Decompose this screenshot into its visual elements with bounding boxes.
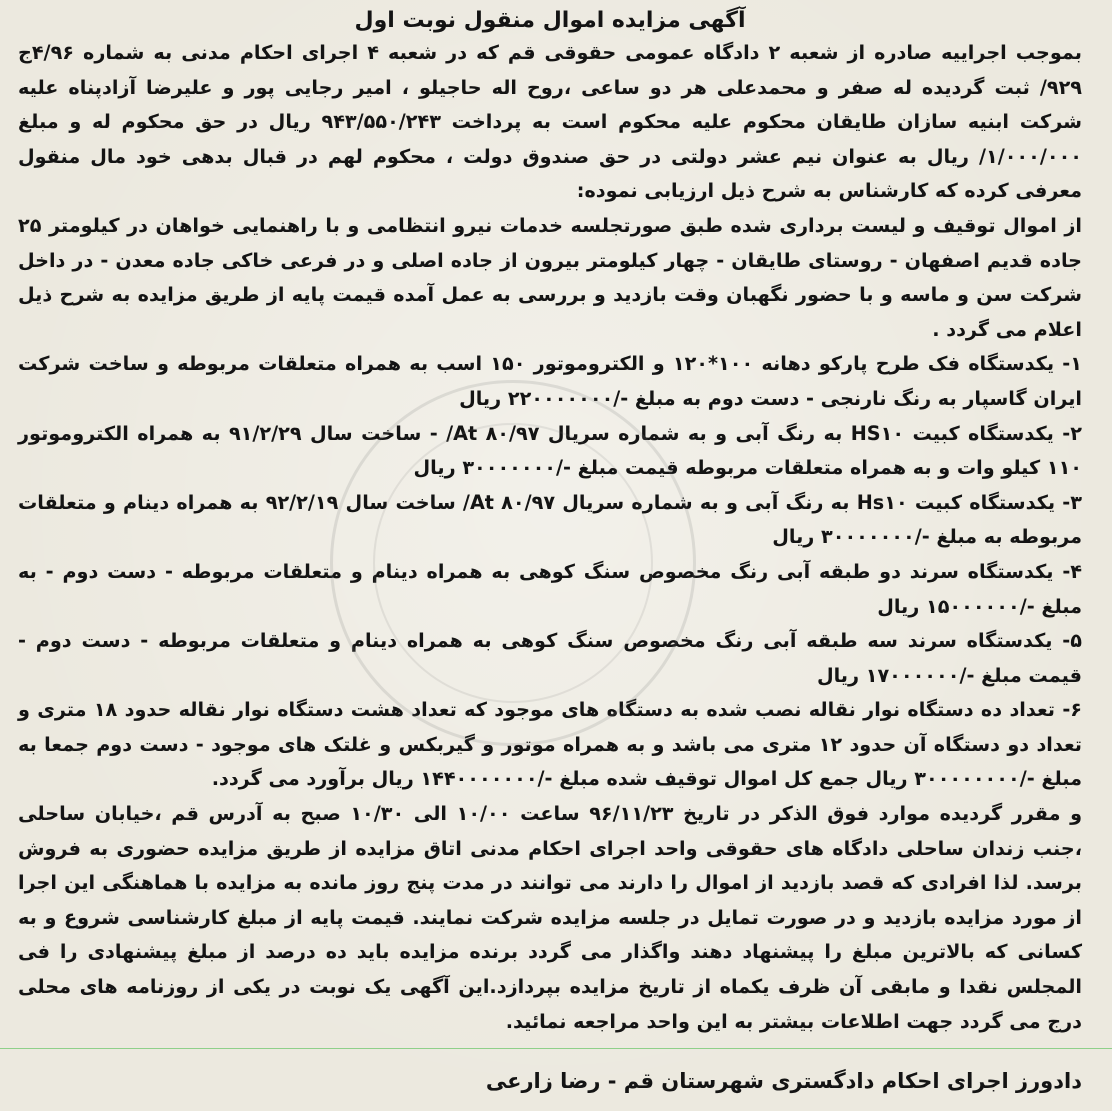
list-item: ۵- یکدستگاه سرند سه طبقه آبی رنگ مخصوص سنگ کوهی به همراه دینام و متعلقات مربوطه - دست دوم - قیمت مبلغ -/۱۷۰۰۰۰۰۰ ریال (18, 629, 1082, 687)
list-item: ۶- تعداد ده دستگاه نوار نقاله نصب شده به دستگاه های موجود که تعداد هشت دستگاه نوار نقاله حدود ۱۸ متری و تعداد دو دستگاه آن حدود ۱۲ متری می باشد و به همراه موتور و گیربکس و غلتک های موجود - دست دوم جمعا به مبلغ -/۳۰۰۰۰۰۰۰۰ ریال جمع کل اموال توقیف شده مبلغ -/۱۴۴۰۰۰۰۰۰۰ ریال برآورد می گردد. (18, 698, 1083, 791)
list-item: ۴- یکدستگاه سرند دو طبقه آبی رنگ مخصوص سنگ کوهی به همراه دینام و متعلقات مربوطه - دست دوم - به مبلغ -/۱۵۰۰۰۰۰۰ ریال (18, 559, 1082, 618)
list-item: ۲- یکدستگاه کبیت HS۱۰ به رنگ آبی و به شماره سریال At ۸۰/۹۷/ - ساخت سال ۹۱/۲/۲۹ به همراه الکتروموتور ۱۱۰ کیلو وات و به همراه متعلقات مربوطه قیمت مبلغ -/۳۰۰۰۰۰۰۰ ریال (18, 421, 1082, 480)
notice-intro: بموجب اجراییه صادره از شعبه ۲ دادگاه عمومی حقوقی قم که در شعبه ۴ اجرای احکام مدنی به شماره ۴/۹۶ج ۹۲۹/ ثبت گردیده له صفر و محمدعلی هر دو ساعی ،روح اله حاجیلو ، امیر رجایی پور و علیرضا آزادپناه علیه شرکت ابنیه سازان طایقان محکوم علیه محکوم است به پرداخت ۹۴۳/۵۵۰/۲۴۳ ریال در حق محکوم له و مبلغ ۱/۰۰۰/۰۰۰/ ریال به عنوان نیم عشر دولتی در حق صندوق دولت ، محکوم لهم در قبال بدهی خود مال منقول معرفی کرده که کارشناس به شرح ذیل ارزیابی نموده: (18, 41, 1082, 203)
list-item: ۳- یکدستگاه کبیت Hs۱۰ به رنگ آبی و به شماره سریال At ۸۰/۹۷/ ساخت سال ۹۲/۲/۱۹ به همراه دینام و متعلقات مربوطه به مبلغ -/۳۰۰۰۰۰۰۰ ریال (18, 490, 1082, 549)
signature-line: دادورز اجرای احکام دادگستری شهرستان قم - رضا زارعی (485, 1069, 1082, 1093)
notice-body (18, 36, 1082, 1039)
list-item: ۱- یکدستگاه فک طرح پارکو دهانه ۱۰۰*۱۲۰ و الکتروموتور ۱۵۰ اسب به همراه متعلقات مربوطه و ساخت شرکت ایران گاسپار به رنگ نارنجی - دست دوم به مبلغ -/۲۲۰۰۰۰۰۰۰ ریال (18, 352, 1082, 410)
notice-title: آگهی مزایده اموال منقول نوبت اول (354, 8, 746, 33)
notice-closing: و مقرر گردیده موارد فوق الذکر در تاریخ ۹۶/۱۱/۲۳ ساعت ۱۰/۰۰ الی ۱۰/۳۰ صبح به آدرس قم ،خیابان ساحلی ،جنب زندان ساحلی دادگاه های حقوقی واحد اجرای احکام مدنی اتاق مزایده از طریق مزایده حضوری به فروش برسد. لذا افرادی که قصد بازدید از اموال را دارند می توانند در مدت پنج روز مانده به مزایده با هماهنگی این اجرا از مورد مزایده بازدید و در صورت تمایل در جلسه مزایده شرکت نمایند. قیمت پایه از مبلغ کارشناسی شروع و به کسانی که بالاترین مبلغ را پیشنهاد دهند واگذار می گردد برنده مزایده باید ده درصد از مبلغ پیشنهادی را فی المجلس نقدا و مابقی آن ظرف یکماه از تاریخ مزایده بپردازد.این آگهی یک نوبت در یکی از روزنامه های محلی درج می گردد جهت اطلاعات بیشتر به این واحد مراجعه نمائید. (18, 802, 1082, 1033)
notice-location: از اموال توقیف و لیست برداری شده طبق صورتجلسه خدمات نیرو انتظامی و با راهنمایی خواهان در کیلومتر ۲۵ جاده قدیم اصفهان - روستای طایقان - چهار کیلومتر بیرون از جاده اصلی و در فرعی خاکی جاده معدن - در داخل شرکت سن و ماسه و با حضور نگهبان وقت بازدید و بررسی به عمل آمده قیمت پایه از طریق مزایده به شرح ذیل اعلام می گردد . (18, 213, 1082, 341)
divider (0, 1048, 1112, 1049)
